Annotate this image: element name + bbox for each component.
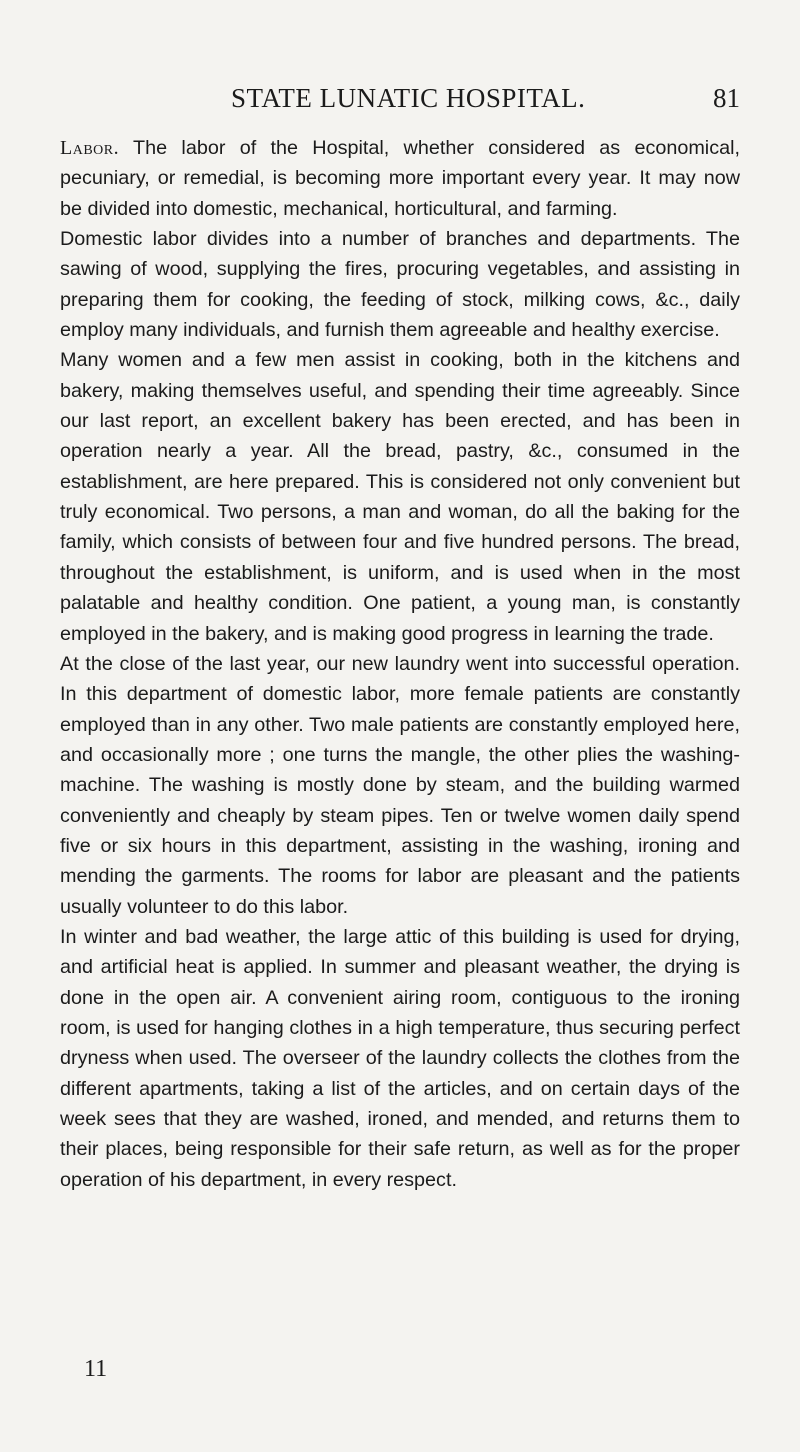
paragraph-text: At the close of the last year, our new laundry went into successful operation. In this department of domestic labor, more female patients are constantly employed than in any other. Two male patients are constantly employed here, and occasionally more ; one turns the mangle, the other plies the washing-machine. The washing is mostly done by steam, and the building warmed conveniently and cheaply by steam pipes. Ten or twelve women daily spend five or six hours in this department, assisting in the washing, ironing and mending the garments. The rooms for labor are pleasant and the patients usually volunteer to do this labor. — [60, 652, 740, 918]
paragraph-labor — [60, 133, 740, 224]
section-lead-labor: Labor. — [60, 137, 120, 159]
paragraph-text: In winter and bad weather, the large attic of this building is used for drying, and artificial heat is applied. In summer and pleasant weather, the drying is done in the open air. A convenient airing room, contiguous to the ironing room, is used for hanging clothes in a high temperature, thus securing perfect dryness when used. The overseer of the laundry collects the clothes from the different apartments, taking a list of the articles, and on certain days of the week sees that they are washed, ironed, and mended, and returns them to their places, being responsible for their safe return, as well as for the proper operation of his department, in every respect. — [60, 925, 740, 1191]
signature-mark: 11 — [84, 1356, 108, 1382]
body-text — [60, 133, 740, 1195]
page-number: 81 — [713, 83, 740, 113]
paragraph-domestic-labor — [60, 224, 740, 345]
running-title: STATE LUNATIC HOSPITAL. — [231, 83, 586, 113]
paragraph-laundry — [60, 649, 740, 922]
paragraph-text: The labor of the Hospital, whether considered as economical, pecuniary, or remedial, is becoming more important every year. It may now be divided into domestic, mechanical, horticultural, and farming. — [60, 137, 740, 220]
paragraph-cooking-bakery — [60, 345, 740, 648]
paragraph-drying — [60, 922, 740, 1195]
paragraph-text: Many women and a few men assist in cooking, both in the kitchens and bakery, making themselves useful, and spending their time agreeably. Since our last report, an excellent bakery has been erected, and has been in operation nearly a year. All the bread, pastry, &c., consumed in the establishment, are here prepared. This is considered not only convenient but truly economical. Two persons, a man and woman, do all the baking for the family, which consists of between four and five hundred persons. The bread, throughout the establishment, is uniform, and is used when in the most palatable and healthy condition. One patient, a young man, is constantly employed in the bakery, and is making good progress in learning the trade. — [60, 349, 740, 645]
paragraph-text: Domestic labor divides into a number of branches and departments. The sawing of wood, supplying the fires, procuring vegetables, and assisting in preparing them for cooking, the feeding of stock, milking cows, &c., daily employ many individuals, and furnish them agreeable and healthy exercise. — [60, 228, 740, 342]
page-header — [60, 81, 740, 121]
